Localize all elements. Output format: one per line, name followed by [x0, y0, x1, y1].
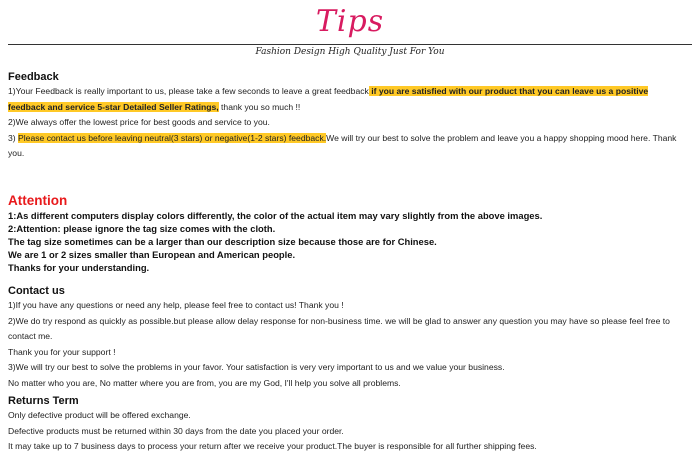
contact-heading: Contact us	[8, 285, 65, 297]
attention-line: We are 1 or 2 sizes smaller than European and American people.	[8, 249, 296, 260]
feedback-line-1	[8, 84, 694, 115]
contact-line: 1)If you have any questions or need any help, please feel free to contact us! Thank you !	[8, 300, 344, 310]
contact-line: 3)We will try our best to solve the problems in your favor. Your satisfaction is very very important to us and we value your business.	[8, 362, 505, 373]
page-title: Tips	[315, 4, 385, 39]
contact-line: No matter who you are, No matter where you are from, you are my God, I'll help you solve all problems.	[8, 377, 401, 388]
contact-line: 2)We do try respond as quickly as possible.but please allow delay response for non-business time. we will be glad to answer any question you may have so please feel free to contact me.	[8, 315, 670, 342]
returns-heading: Returns Term	[8, 395, 79, 407]
feedback-line-2: 2)We always offer the lowest price for best goods and service to you.	[8, 117, 270, 128]
feedback-line-1-highlight-b: feedback and service 5-star Detailed Seller Ratings,	[8, 101, 219, 112]
page-subtitle: Fashion Design High Quality Just For You	[255, 47, 445, 57]
feedback-line-1-text: 1)Your Feedback is really important to us, please take a few seconds to leave a great feedback	[8, 86, 369, 96]
returns-section	[8, 394, 694, 455]
contact-line: Thank you for your support !	[8, 346, 116, 357]
feedback-heading: Feedback	[8, 71, 59, 83]
attention-heading: Attention	[8, 193, 68, 208]
attention-section	[8, 193, 694, 274]
contact-section	[8, 284, 694, 392]
feedback-line-3-prefix: 3)	[8, 132, 19, 143]
feedback-line-3	[8, 131, 694, 162]
feedback-line-3-highlight: Please contact us before leaving neutral(3 stars) or negative(1-2 stars) feedback.	[18, 132, 327, 143]
feedback-line-1-end: thank you so much !!	[218, 101, 301, 112]
feedback-line-1-highlight-a: if you are satisfied with our product that you can leave us a positive	[368, 86, 649, 96]
returns-line: Only defective product will be offered exchange.	[8, 410, 191, 420]
attention-line: 1:As different computers display colors differently, the color of the actual item may vary slightly from the above images.	[8, 210, 543, 221]
attention-line: The tag size sometimes can be a larger than our description size because those are for Chinese.	[8, 236, 437, 247]
attention-line: 2:Attention: please ignore the tag size comes with the cloth.	[8, 223, 276, 234]
feedback-line-3-text: We will try our best to solve the problem and leave you a happy shopping mood here. Thank you.	[8, 132, 677, 159]
returns-line: It may take up to 7 business days to process your return after we receive your product.The buyer is responsible for all further shipping fees.	[8, 441, 537, 452]
attention-line: Thanks for your understanding.	[8, 262, 150, 273]
header-divider	[8, 44, 692, 45]
returns-line: Defective products must be returned within 30 days from the date you placed your order.	[8, 425, 344, 436]
feedback-section	[8, 70, 694, 162]
